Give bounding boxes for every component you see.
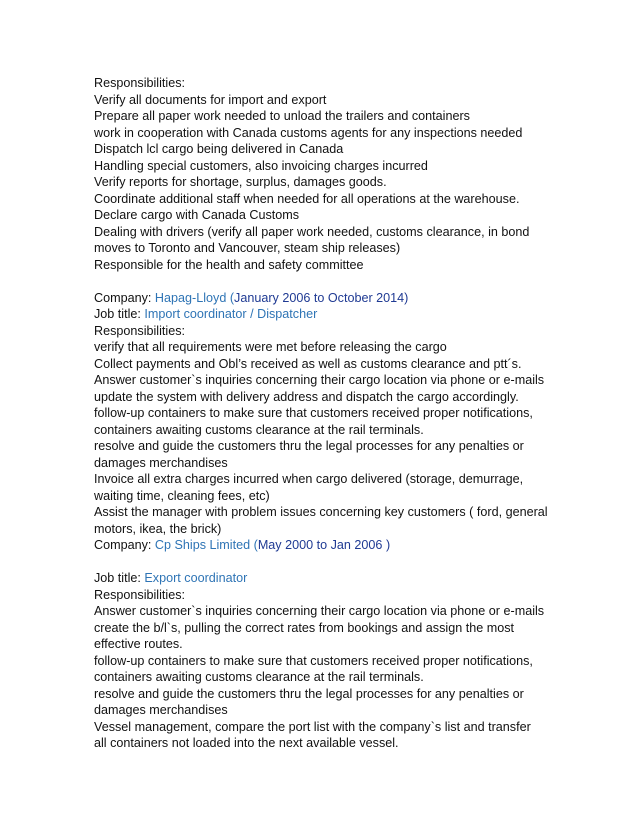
responsibilities-heading: Responsibilities: [94, 587, 185, 602]
responsibility-item: damages merchandises [94, 703, 228, 717]
responsibility-item: resolve and guide the customers thru the legal processes for any penalties or [94, 439, 524, 453]
date-paren: ( [250, 538, 258, 552]
section-spacer [94, 554, 594, 571]
responsibility-item: Invoice all extra charges incurred when cargo delivered (storage, demurrage, [94, 472, 524, 486]
company-name: Hapag-Lloyd [154, 290, 227, 305]
responsibility-item: Responsible for the health and safety committee [94, 257, 364, 272]
job-title-label: Job title: [94, 571, 145, 585]
responsibility-item: resolve and guide the customers thru the legal processes for any penalties or [94, 686, 524, 701]
company-label: Company: [94, 538, 155, 552]
responsibility-item: Dispatch lcl cargo being delivered in Canada [94, 142, 344, 156]
responsibility-item: Dealing with drivers (verify all paper work needed, customs clearance, in bond [94, 224, 530, 239]
responsibility-item: containers awaiting customs clearance at the rail terminals. [94, 422, 424, 437]
responsibility-item: Answer customer`s inquiries concerning their cargo location via phone or e-mails [94, 604, 545, 618]
responsibility-item: Verify all documents for import and export [94, 92, 327, 107]
responsibility-item: work in cooperation with Canada customs agents for any inspections needed [94, 125, 523, 140]
responsibility-item: Collect payments and Obl’s received as well as customs clearance and ptt´s. [94, 356, 522, 371]
responsibility-item: follow-up containers to make sure that customers received proper notifications, [94, 653, 533, 668]
responsibility-item: containers awaiting customs clearance at the rail terminals. [94, 670, 424, 684]
responsibility-item: Coordinate additional staff when needed for all operations at the warehouse. [94, 191, 520, 206]
responsibilities-heading: Responsibilities: [94, 76, 185, 90]
responsibility-item: Prepare all paper work needed to unload the trailers and containers [94, 109, 470, 123]
responsibility-item: motors, ikea, the brick) [94, 521, 222, 536]
section-spacer [94, 273, 594, 290]
responsibility-item: follow-up containers to make sure that customers received proper notifications, [94, 406, 533, 420]
responsibility-item: Assist the manager with problem issues concerning key customers ( ford, general [94, 505, 548, 519]
responsibility-item: Declare cargo with Canada Customs [94, 208, 300, 222]
company-line [94, 537, 594, 554]
company-name: Cp Ships Limited [154, 538, 251, 552]
responsibility-item: Answer customer`s inquiries concerning their cargo location via phone or e-mails [94, 373, 545, 387]
responsibility-item: Vessel management, compare the port list with the company`s list and transfer [94, 719, 531, 734]
job-title: Import coordinator / Dispatcher [144, 307, 318, 321]
responsibility-item: Verify reports for shortage, surplus, damages goods. [94, 175, 387, 189]
employment-dates: May 2000 to Jan 2006 ) [257, 538, 391, 552]
company-label: Company: [94, 290, 155, 305]
responsibility-item: Handling special customers, also invoicing charges incurred [94, 158, 428, 173]
job-title-line [94, 306, 594, 323]
responsibility-item: verify that all requirements were met before releasing the cargo [94, 340, 447, 354]
responsibility-item: moves to Toronto and Vancouver, steam ship releases) [94, 241, 401, 255]
date-paren: ( [226, 290, 235, 305]
responsibility-item: all containers not loaded into the next available vessel. [94, 736, 399, 750]
responsibility-item: damages merchandises [94, 455, 228, 470]
resume-page [94, 75, 594, 752]
job-title: Export coordinator [144, 571, 248, 585]
job-title-label: Job title: [94, 307, 145, 321]
responsibilities-heading: Responsibilities: [94, 323, 185, 338]
responsibility-item: waiting time, cleaning fees, etc) [94, 488, 270, 503]
employment-dates: January 2006 to October 2014) [234, 290, 409, 305]
responsibility-item: effective routes. [94, 637, 183, 651]
job-title-line [94, 570, 594, 587]
responsibility-item: create the b/l`s, pulling the correct rates from bookings and assign the most [94, 620, 515, 635]
responsibility-item: update the system with delivery address and dispatch the cargo accordingly. [94, 389, 519, 404]
company-line [94, 290, 594, 307]
